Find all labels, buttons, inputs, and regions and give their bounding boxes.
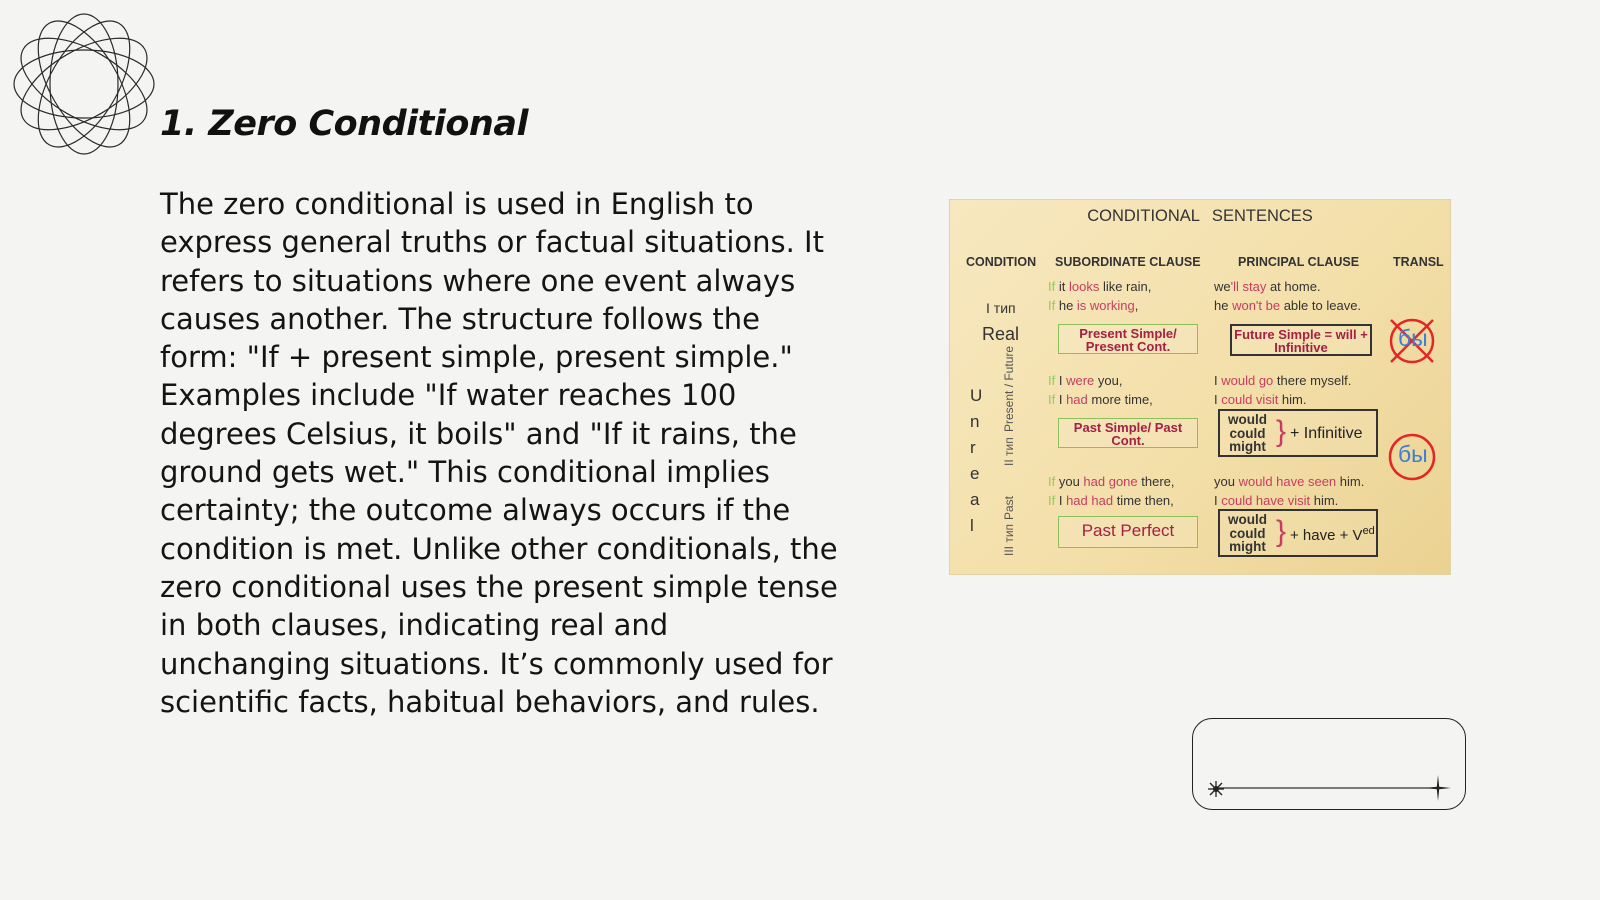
header-principal: PRINCIPAL CLAUSE <box>1238 255 1360 269</box>
unreal-letter-r: r <box>970 438 976 457</box>
type1-kind: Real <box>982 324 1020 344</box>
type3-prin-line-1: you would have seen him. <box>1214 474 1365 489</box>
header-condition: CONDITION <box>966 255 1037 269</box>
sparkle-star-icon <box>1425 775 1451 801</box>
no-by-translation-icon: бы <box>1387 316 1437 366</box>
type2-sub-line-2: If I had more time, <box>1048 392 1153 407</box>
type1-number: I тип <box>986 300 1016 316</box>
unreal-letter-e: e <box>970 464 980 483</box>
type3-prin-formula: + have + $V^{ed}$ <box>1290 525 1375 544</box>
orbit-rings-icon <box>10 10 158 158</box>
type1-sub-line-2: If he is working, <box>1048 298 1139 313</box>
modal-could: could <box>1229 425 1266 441</box>
type2-tag: II тип <box>1002 437 1016 466</box>
modal-would: would <box>1228 512 1267 527</box>
type3-tag: III тип <box>1002 523 1016 556</box>
chart-title: CONDITIONAL SENTENCES <box>1087 207 1313 225</box>
modal-would: would <box>1228 412 1267 427</box>
type2-sub-formula: Past Simple/ Past Cont. <box>1058 418 1198 448</box>
type2-sub-line-1: If I were you, <box>1048 373 1123 388</box>
timeline-widget <box>1192 718 1466 810</box>
modal-could: could <box>1229 525 1266 541</box>
type1-sub-formula: Present Simple/ Present Cont. <box>1058 324 1198 354</box>
type2-prin-formula: + Infinitive <box>1290 425 1363 442</box>
conditional-sentences-chart <box>950 200 1450 574</box>
type1-prin-formula: Future Simple = will + Infinitive <box>1230 324 1372 356</box>
unreal-letter-l: l <box>970 516 974 535</box>
type3-time-label: Past <box>1002 495 1016 520</box>
type1-sub-line-1: If it looks like rain, <box>1048 279 1152 294</box>
unreal-letter-a: a <box>970 490 980 509</box>
brace-icon: } <box>1276 515 1287 548</box>
type2-prin-line-1: I would go there myself. <box>1214 373 1352 388</box>
unreal-letter-n: n <box>970 412 980 431</box>
slide-title: 1. Zero Conditional <box>160 104 528 144</box>
header-transl: TRANSL <box>1393 255 1444 269</box>
sun-burst-icon <box>1207 780 1225 798</box>
header-subordinate: SUBORDINATE CLAUSE <box>1055 255 1201 269</box>
type2-prin-line-2: I could visit him. <box>1214 392 1307 407</box>
type2-prin-formula-box <box>1218 409 1378 457</box>
type3-sub-line-2: If I had had time then, <box>1048 493 1174 508</box>
modal-might: might <box>1229 439 1266 454</box>
type3-sub-formula: Past Perfect <box>1058 516 1198 548</box>
by-translation-icon: бы <box>1387 432 1437 482</box>
type2-time-label: Present / Future <box>1002 345 1016 432</box>
type3-prin-formula-box <box>1218 509 1378 557</box>
unreal-letter-u: U <box>970 386 983 405</box>
brace-icon: } <box>1276 415 1287 448</box>
type3-prin-line-2: I could have visit him. <box>1214 493 1339 508</box>
type1-prin-line-2: he won't be able to leave. <box>1214 298 1362 313</box>
slide-body-text: The zero conditional is used in English to express general truths or factual situations. It refers to situations where one event always causes another. The structure follows the form: "If + present simple, present simple." Examples include "If water reaches 100 degrees Celsius, it boils" and "If it rains, the ground gets wet." This conditional implies certainty; the outcome always occurs if the condition is met. Unlike other conditionals, the zero conditional uses the present simple tense in both clauses, indicating real and unchanging situations. It’s commonly used for scientific facts, habitual behaviors, and rules. <box>160 187 838 719</box>
modal-might: might <box>1229 539 1266 554</box>
type1-prin-line-1: we'll stay at home. <box>1214 279 1321 294</box>
type3-sub-line-1: If you had gone there, <box>1048 474 1175 489</box>
